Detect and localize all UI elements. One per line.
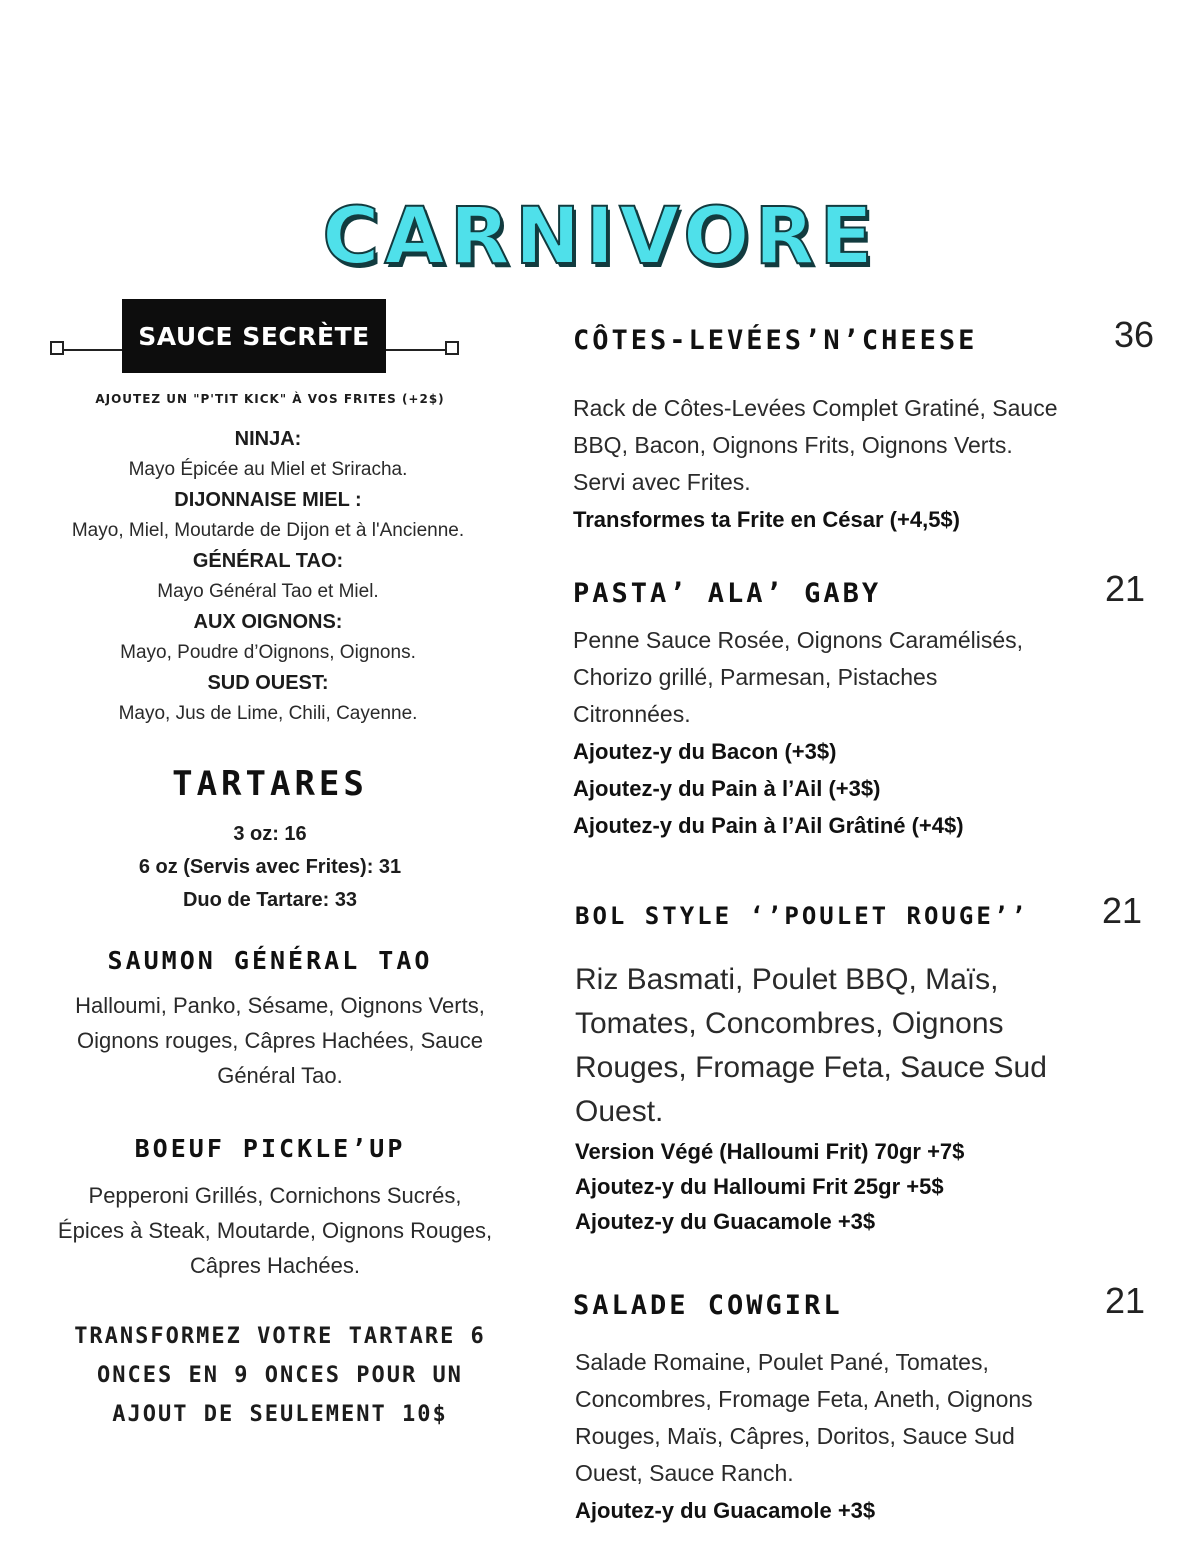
pasta-heading: PASTA’ ALA’ GABY: [573, 578, 882, 609]
sauce-list: [18, 424, 518, 729]
boeuf-description: [20, 1178, 530, 1283]
divider-right: [385, 349, 445, 351]
cotes-price: 36: [1114, 314, 1155, 355]
desc-line: Chorizo grillé, Parmesan, Pistaches: [573, 664, 938, 690]
cowgirl-price: 21: [1105, 1280, 1146, 1321]
desc-line: Citronnées.: [573, 701, 691, 727]
tartare-price: 6 oz (Servis avec Frites): 31: [138, 856, 402, 878]
extra-option: Ajoutez-y du Bacon (+3$): [573, 739, 837, 764]
transform-line: ONCES EN 9 ONCES POUR UN: [97, 1363, 463, 1388]
desc-line: Salade Romaine, Poulet Pané, Tomates,: [575, 1349, 989, 1375]
extra-option: Ajoutez-y du Pain à l’Ail Grâtiné (+4$): [573, 813, 964, 838]
sauce-desc: Mayo, Jus de Lime, Chili, Cayenne.: [118, 703, 418, 724]
sauce-note: AJOUTEZ UN "P'TIT KICK" À VOS FRITES (+2$): [95, 392, 445, 406]
desc-line: Servi avec Frites.: [573, 469, 751, 495]
extra-option: Ajoutez-y du Pain à l’Ail (+3$): [573, 776, 881, 801]
transform-line: TRANSFORMEZ VOTRE TARTARE 6: [74, 1324, 486, 1349]
saumon-description: [30, 988, 530, 1093]
divider-left: [64, 349, 124, 351]
desc-line: Tomates, Concombres, Oignons: [575, 1007, 1004, 1040]
sauce-name: NINJA:: [234, 428, 302, 450]
extra-option: Ajoutez-y du Halloumi Frit 25gr +5$: [575, 1174, 944, 1199]
transform-note: [40, 1317, 520, 1434]
transform-line: AJOUT DE SEULEMENT 10$: [112, 1402, 448, 1427]
sauce-name: GÉNÉRAL TAO:: [192, 550, 344, 572]
sauce-desc: Mayo Épicée au Miel et Sriracha.: [128, 459, 408, 480]
sauce-name: DIJONNAISE MIEL :: [174, 489, 362, 511]
sauce-name: SUD OUEST:: [207, 672, 329, 694]
desc-line: Câpres Hachées.: [190, 1253, 360, 1278]
square-ornament-right: [445, 341, 459, 355]
desc-line: Général Tao.: [217, 1063, 343, 1088]
desc-line: Riz Basmati, Poulet BBQ, Maïs,: [575, 963, 999, 996]
desc-line: Rack de Côtes-Levées Complet Gratiné, Sauce: [573, 395, 1058, 421]
desc-line: Halloumi, Panko, Sésame, Oignons Verts,: [75, 993, 485, 1018]
square-ornament-left: [50, 341, 64, 355]
bol-heading: BOL STYLE ‘’POULET ROUGE’’: [575, 902, 1029, 930]
extra-option: Version Végé (Halloumi Frit) 70gr +7$: [575, 1139, 965, 1164]
extra-option: Transformes ta Frite en César (+4,5$): [573, 507, 960, 532]
desc-line: BBQ, Bacon, Oignons Frits, Oignons Verts.: [573, 432, 1013, 458]
saumon-heading: SAUMON GÉNÉRAL TAO: [107, 946, 433, 975]
sauce-heading: SAUCE SECRÈTE: [122, 299, 386, 373]
desc-line: Pepperoni Grillés, Cornichons Sucrés,: [88, 1183, 462, 1208]
sauce-desc: Mayo, Miel, Moutarde de Dijon et à l'Ancienne.: [71, 520, 465, 541]
extra-option: Ajoutez-y du Guacamole +3$: [575, 1498, 876, 1523]
tartares-heading: TARTARES: [172, 764, 368, 804]
desc-line: Rouges, Fromage Feta, Sauce Sud: [575, 1051, 1047, 1084]
bol-description: [575, 958, 1095, 1239]
pasta-description: [573, 622, 1133, 844]
page-title: CARNIVORE: [322, 192, 878, 282]
desc-line: Concombres, Fromage Feta, Aneth, Oignons: [575, 1386, 1033, 1412]
bol-price: 21: [1102, 890, 1143, 931]
cowgirl-description: [575, 1344, 1135, 1529]
extra-option: Ajoutez-y du Guacamole +3$: [575, 1209, 876, 1234]
sauce-desc: Mayo Général Tao et Miel.: [157, 581, 379, 602]
sauce-desc: Mayo, Poudre d’Oignons, Oignons.: [120, 642, 416, 663]
sauce-name: AUX OIGNONS:: [193, 611, 343, 633]
cotes-description: [573, 390, 1133, 538]
desc-line: Rouges, Maïs, Câpres, Doritos, Sauce Sud: [575, 1423, 1015, 1449]
cowgirl-heading: SALADE COWGIRL: [573, 1290, 843, 1321]
pasta-price: 21: [1105, 568, 1146, 609]
desc-line: Ouest.: [575, 1095, 664, 1128]
desc-line: Oignons rouges, Câpres Hachées, Sauce: [76, 1028, 483, 1053]
desc-line: Penne Sauce Rosée, Oignons Caramélisés,: [573, 627, 1024, 653]
tartare-price: 3 oz: 16: [233, 823, 307, 845]
tartares-prices: [20, 818, 520, 917]
boeuf-heading: BOEUF PICKLE’UP: [134, 1134, 406, 1163]
tartare-price: Duo de Tartare: 33: [182, 889, 358, 911]
cotes-heading: CÔTES-LEVÉES’N’CHEESE: [573, 325, 978, 356]
desc-line: Ouest, Sauce Ranch.: [575, 1460, 794, 1486]
desc-line: Épices à Steak, Moutarde, Oignons Rouges,: [57, 1218, 493, 1243]
